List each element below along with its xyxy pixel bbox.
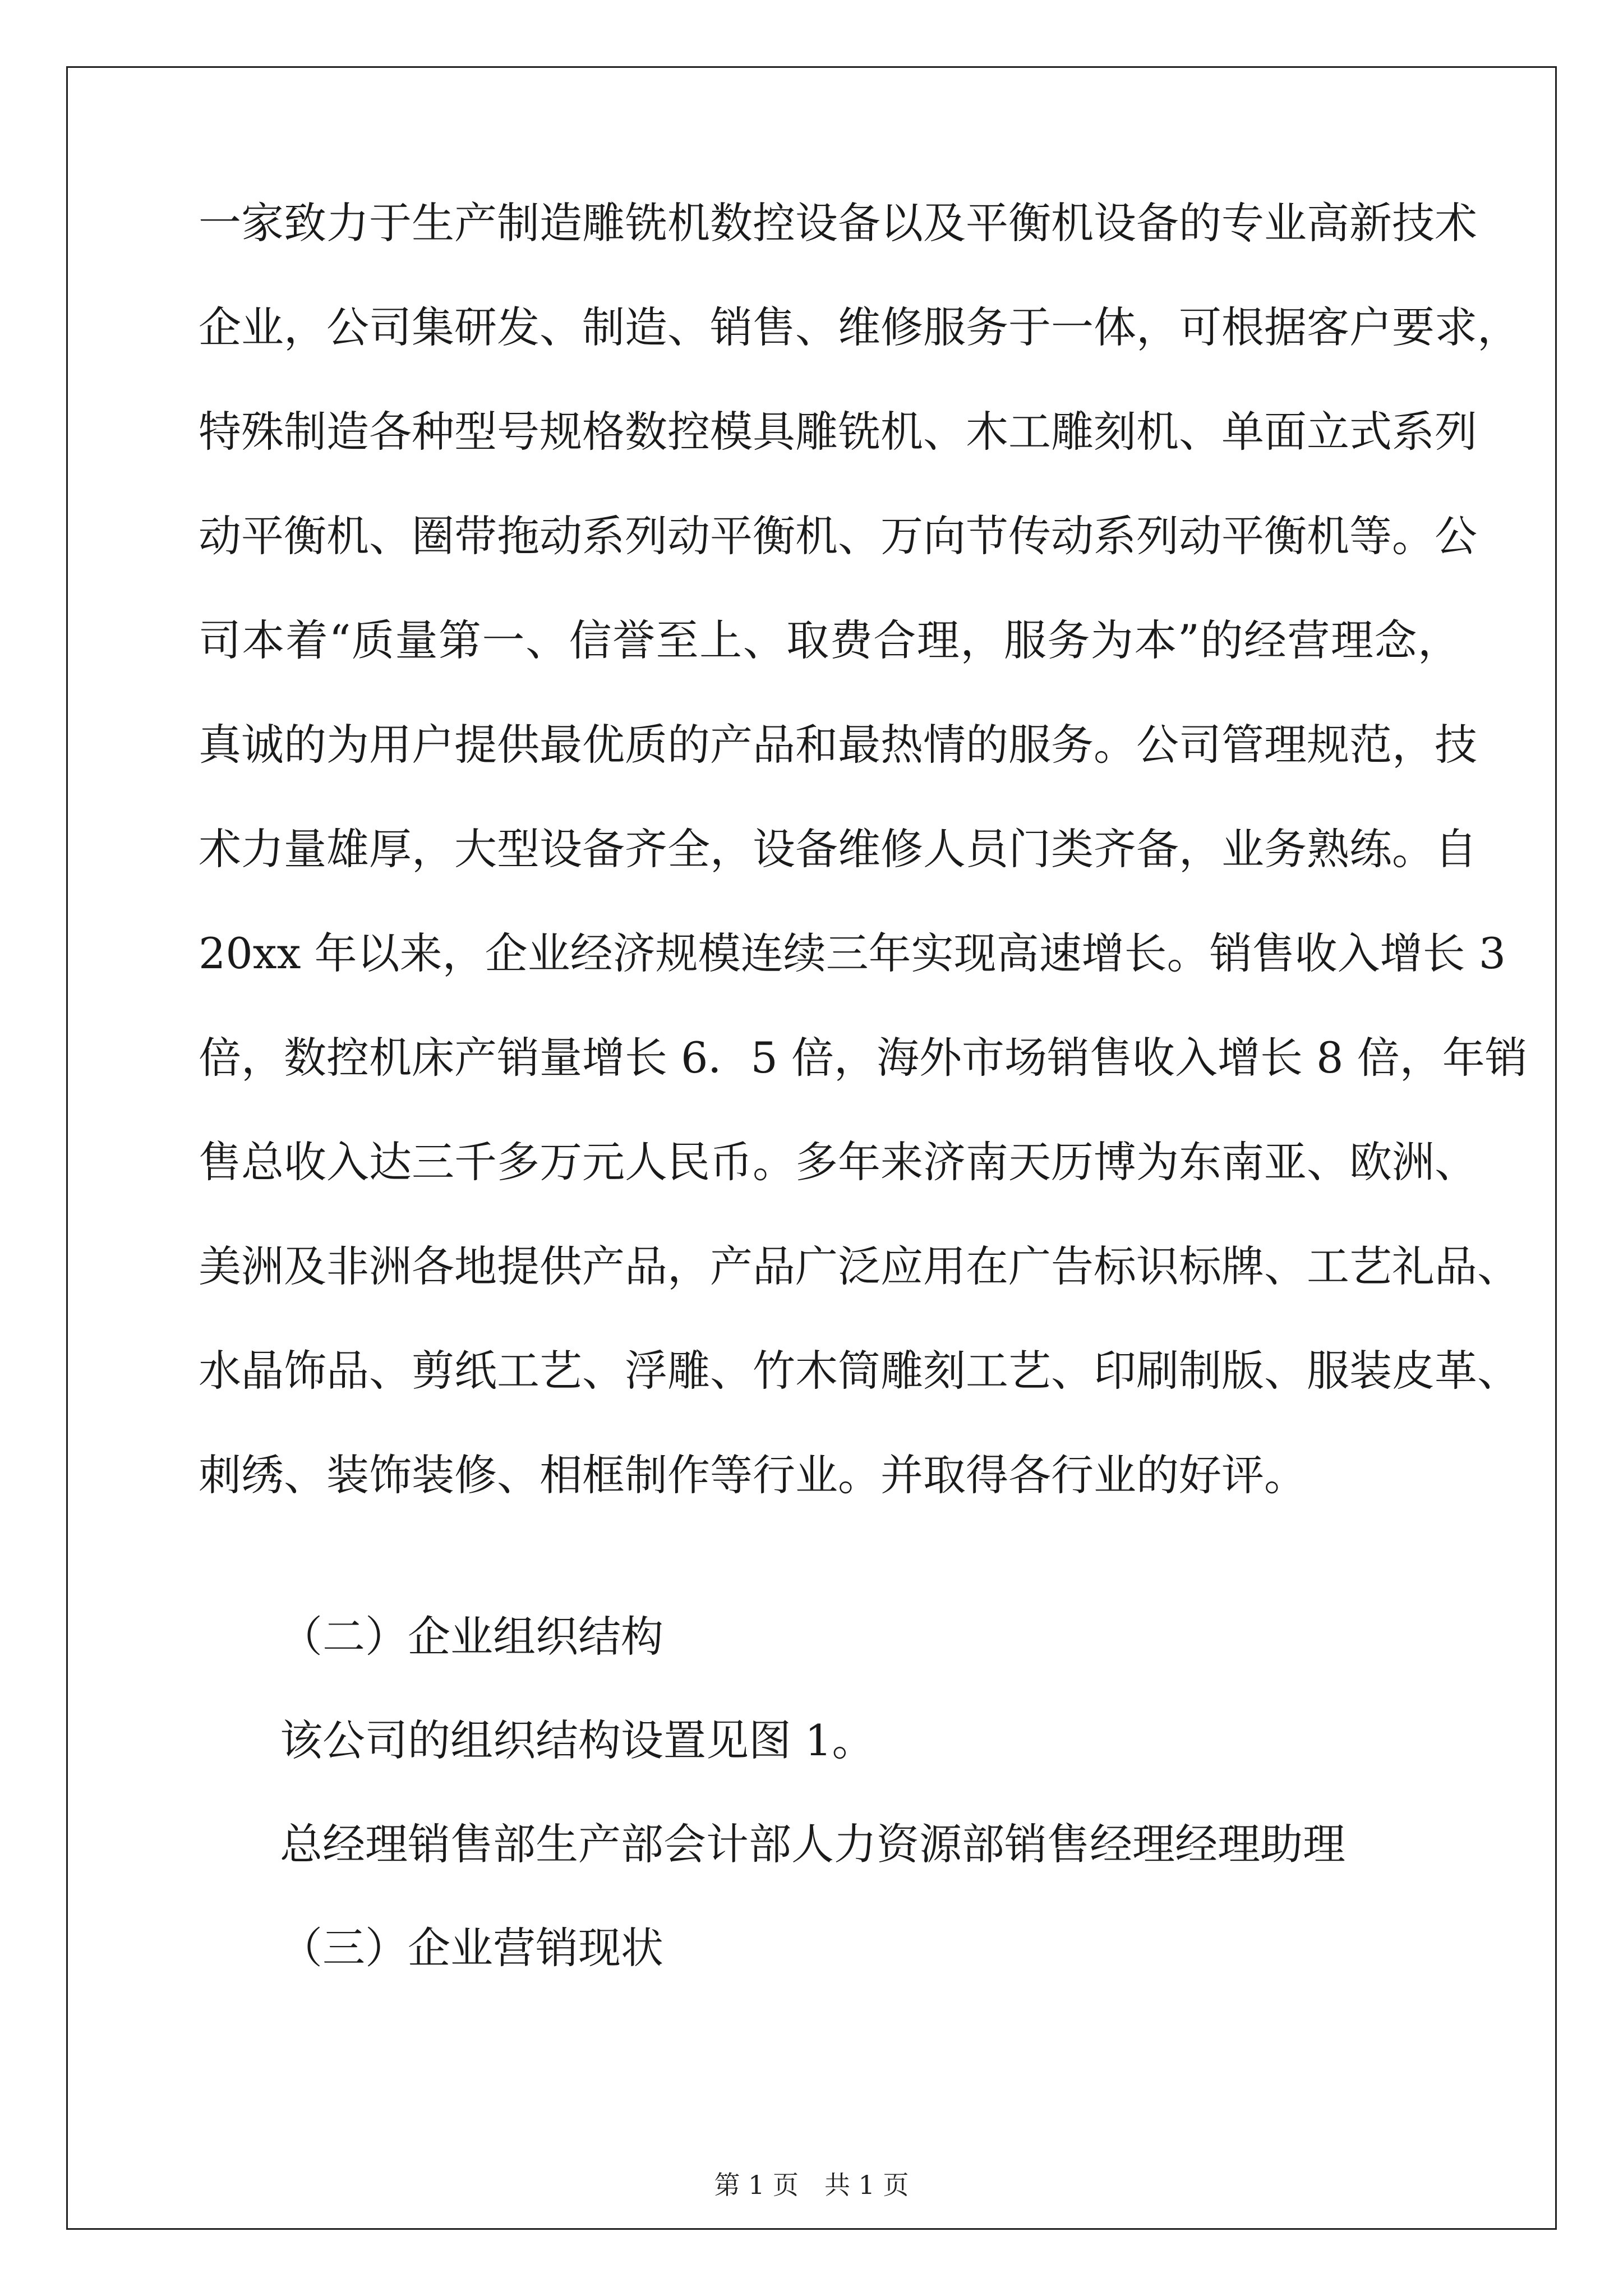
paragraph-line: 一家致力于生产制造雕铣机数控设备以及平衡机设备的专业高新技术	[199, 198, 1477, 248]
org-chart-text: 总经理销售部生产部会计部人力资源部销售经理经理助理	[280, 1819, 1345, 1869]
section-heading-marketing: （三）企业营销现状	[280, 1923, 663, 1973]
section-heading-organization: （二）企业组织结构	[280, 1612, 663, 1662]
paragraph-line-last: 刺绣、装饰装修、相框制作等行业。并取得各行业的好评。	[199, 1450, 1307, 1500]
paragraph-line: 20xx 年以来，企业经济规模连续三年实现高速增长。销售收入增长 3	[199, 928, 1506, 978]
page-number-footer: 第 1 页 共 1 页	[714, 2170, 909, 2200]
figure-reference: 该公司的组织结构设置见图 1。	[280, 1715, 875, 1765]
paragraph-line: 动平衡机、圈带拖动系列动平衡机、万向节传动系列动平衡机等。公	[199, 511, 1477, 561]
paragraph-line: 司本着“质量第一、信誉至上、取费合理，服务为本”的经营理念，	[199, 615, 1460, 665]
paragraph-line: 企业，公司集研发、制造、销售、维修服务于一体，可根据客户要求，	[199, 302, 1520, 352]
paragraph-line: 倍，数控机床产销量增长 6．5 倍，海外市场销售收入增长 8 倍，年销	[199, 1033, 1528, 1083]
main-paragraph	[199, 198, 1528, 1558]
paragraph-line: 水晶饰品、剪纸工艺、浮雕、竹木筒雕刻工艺、印刷制版、服装皮革、	[199, 1346, 1520, 1396]
paragraph-line: 售总收入达三千多万元人民币。多年来济南天历博为东南亚、欧洲、	[199, 1137, 1477, 1187]
paragraph-line: 美洲及非洲各地提供产品，产品广泛应用在广告标识标牌、工艺礼品、	[199, 1241, 1520, 1291]
paragraph-line: 术力量雄厚，大型设备齐全，设备维修人员门类齐备，业务熟练。自	[199, 824, 1477, 874]
paragraph-line: 特殊制造各种型号规格数控模具雕铣机、木工雕刻机、单面立式系列	[199, 407, 1477, 457]
paragraph-line: 真诚的为用户提供最优质的产品和最热情的服务。公司管理规范，技	[199, 720, 1477, 770]
